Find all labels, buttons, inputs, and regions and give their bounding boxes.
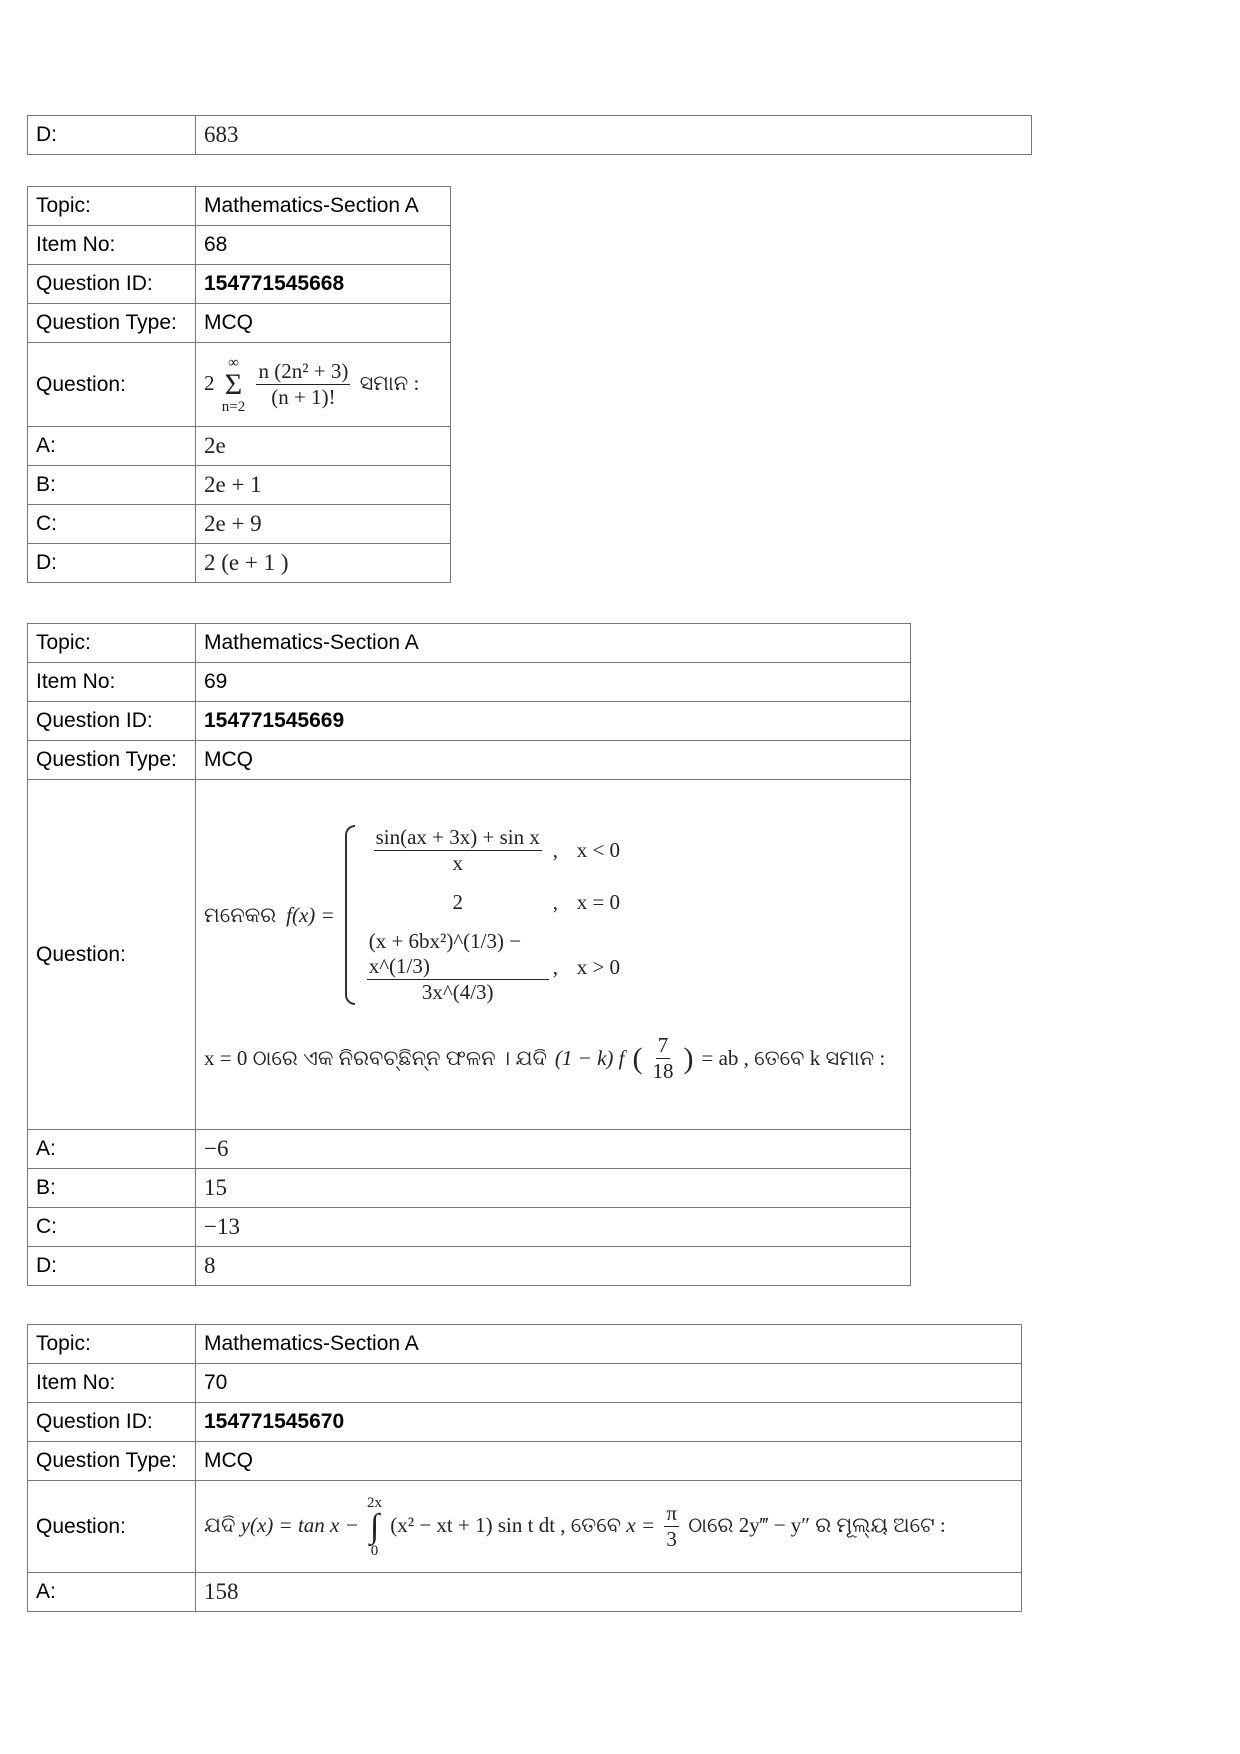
case-3-condition: x > 0 [576, 954, 621, 979]
item-no-row [28, 663, 911, 702]
item-no-value: 68 [196, 226, 451, 265]
question-id-value: 154771545669 [196, 702, 911, 741]
numerator: 7 [657, 1033, 669, 1057]
right-paren: ) [683, 1041, 694, 1075]
case-2-condition: x = 0 [576, 890, 621, 914]
option-value: 2e + 9 [196, 505, 451, 544]
question-prefix: ମନେକର [204, 902, 277, 927]
condition-text: x = 0 ଠାରେ ଏକ ନିରବଚ୍ଛିନ୍ନ ଫଳନ । ଯଦି [204, 1046, 547, 1070]
numerator: n (2n² + 3) [258, 359, 349, 383]
question-type-value: MCQ [196, 1442, 1022, 1481]
question-id-label: Question ID: [28, 702, 196, 741]
question-label: Question: [28, 1481, 196, 1573]
integrand: (x² − xt + 1) sin t dt , ତେବେ [390, 1512, 622, 1537]
question-suffix: ଠାରେ 2y‴ − y″ ର ମୂଲ୍ୟ ଅଟେ : [688, 1512, 946, 1537]
option-label: B: [28, 1169, 196, 1208]
integral-symbol: ∫ [369, 1507, 380, 1545]
question-type-row [28, 1442, 1022, 1481]
question-text [196, 780, 911, 1130]
item-no-label: Item No: [28, 663, 196, 702]
option-row-c [28, 1208, 911, 1247]
question-69-table [27, 623, 911, 1286]
item-no-value: 70 [196, 1364, 1022, 1403]
comma: , [552, 890, 558, 914]
option-row-c [28, 505, 451, 544]
option-value: 2e [196, 427, 451, 466]
option-label: A: [28, 1573, 196, 1612]
question-label: Question: [28, 780, 196, 1130]
fraction [256, 359, 350, 410]
case-2-value: 2 [452, 890, 463, 914]
question-type-label: Question Type: [28, 304, 196, 343]
question-type-value: MCQ [196, 741, 911, 780]
option-row-b [28, 1169, 911, 1208]
case-3-fraction [367, 929, 549, 1005]
sigma-symbol: Σ [224, 367, 243, 401]
case-1-fraction [367, 825, 549, 876]
question-label: Question: [28, 343, 196, 427]
option-value: −13 [196, 1208, 911, 1247]
x-equals: x = [626, 1512, 656, 1537]
option-value: 158 [196, 1573, 1022, 1612]
question-type-row [28, 304, 451, 343]
left-paren: ( [632, 1041, 643, 1075]
function-name: f(x) = [286, 902, 335, 927]
expression: (1 − k) f [554, 1046, 625, 1070]
question-id-row [28, 1403, 1022, 1442]
piecewise-cases [345, 825, 647, 1005]
option-label: D: [28, 544, 196, 583]
topic-row [28, 1325, 1022, 1364]
cases-grid [363, 825, 647, 1005]
option-row-a [28, 427, 451, 466]
option-value: 2e + 1 [196, 466, 451, 505]
numerator: π [666, 1501, 677, 1525]
question-id-value: 154771545668 [196, 265, 451, 304]
question-suffix: ସମାନ : [359, 370, 420, 395]
denominator: x [452, 851, 463, 875]
option-value: 683 [196, 116, 1032, 155]
option-row-b [28, 466, 451, 505]
option-label: A: [28, 1130, 196, 1169]
integral-upper-limit: 2x [367, 1494, 383, 1511]
question-text [196, 1481, 1022, 1573]
option-value: 8 [196, 1247, 911, 1286]
numerator: sin(ax + 3x) + sin x [375, 825, 540, 849]
item-no-label: Item No: [28, 226, 196, 265]
item-no-label: Item No: [28, 1364, 196, 1403]
question-id-label: Question ID: [28, 1403, 196, 1442]
case-1-condition: x < 0 [576, 838, 621, 862]
topic-row [28, 624, 911, 663]
integral [367, 1495, 382, 1559]
item-no-row [28, 1364, 1022, 1403]
option-label: D: [28, 1247, 196, 1286]
denominator: 18 [652, 1059, 674, 1083]
question-text [196, 343, 451, 427]
pi-fraction [664, 1501, 679, 1552]
topic-value: Mathematics-Section A [196, 624, 911, 663]
option-row-d [28, 116, 1032, 155]
topic-label: Topic: [28, 624, 196, 663]
left-brace [345, 825, 355, 1005]
option-value: 15 [196, 1169, 911, 1208]
option-label: A: [28, 427, 196, 466]
sum-lower-limit: n=2 [221, 398, 246, 415]
question-70-table [27, 1324, 1022, 1612]
function-definition [204, 825, 902, 1005]
comma: , [552, 954, 558, 979]
option-row-a [28, 1130, 911, 1169]
summation [222, 355, 245, 415]
option-label: D: [28, 116, 196, 155]
denominator: 3x^(4/3) [421, 980, 494, 1004]
question-68-table [27, 186, 451, 583]
item-no-value: 69 [196, 663, 911, 702]
function-lhs: y(x) = tan x − [240, 1512, 359, 1537]
numerator: (x + 6bx²)^(1/3) − x^(1/3) [367, 929, 549, 980]
option-row-d [28, 1247, 911, 1286]
question-type-row [28, 741, 911, 780]
coefficient: 2 [204, 370, 215, 395]
topic-value: Mathematics-Section A [196, 187, 451, 226]
topic-label: Topic: [28, 187, 196, 226]
question-row [28, 780, 911, 1130]
question-type-label: Question Type: [28, 1442, 196, 1481]
question-prefix: ଯଦି [204, 1512, 236, 1537]
question-row [28, 1481, 1022, 1573]
question-id-value: 154771545670 [196, 1403, 1022, 1442]
topic-row [28, 187, 451, 226]
question-type-value: MCQ [196, 304, 451, 343]
denominator: 3 [666, 1527, 677, 1551]
sum-upper-limit: ∞ [228, 354, 239, 371]
option-row-a [28, 1573, 1022, 1612]
condition-suffix: = ab , ତେବେ k ସମାନ : [701, 1046, 886, 1070]
option-value: 2 (e + 1 ) [196, 544, 451, 583]
option-label: B: [28, 466, 196, 505]
argument-fraction [650, 1033, 675, 1084]
topic-value: Mathematics-Section A [196, 1325, 1022, 1364]
question-condition-line [204, 1033, 902, 1084]
question-id-label: Question ID: [28, 265, 196, 304]
question-id-row [28, 265, 451, 304]
question-id-row [28, 702, 911, 741]
integral-lower-limit: 0 [370, 1542, 379, 1559]
option-row-d [28, 544, 451, 583]
denominator: (n + 1)! [271, 385, 336, 409]
topic-label: Topic: [28, 1325, 196, 1364]
item-no-row [28, 226, 451, 265]
question-row [28, 343, 451, 427]
question-type-label: Question Type: [28, 741, 196, 780]
option-label: C: [28, 1208, 196, 1247]
option-label: C: [28, 505, 196, 544]
comma: , [552, 838, 558, 862]
previous-question-fragment [27, 115, 1032, 155]
option-value: −6 [196, 1130, 911, 1169]
